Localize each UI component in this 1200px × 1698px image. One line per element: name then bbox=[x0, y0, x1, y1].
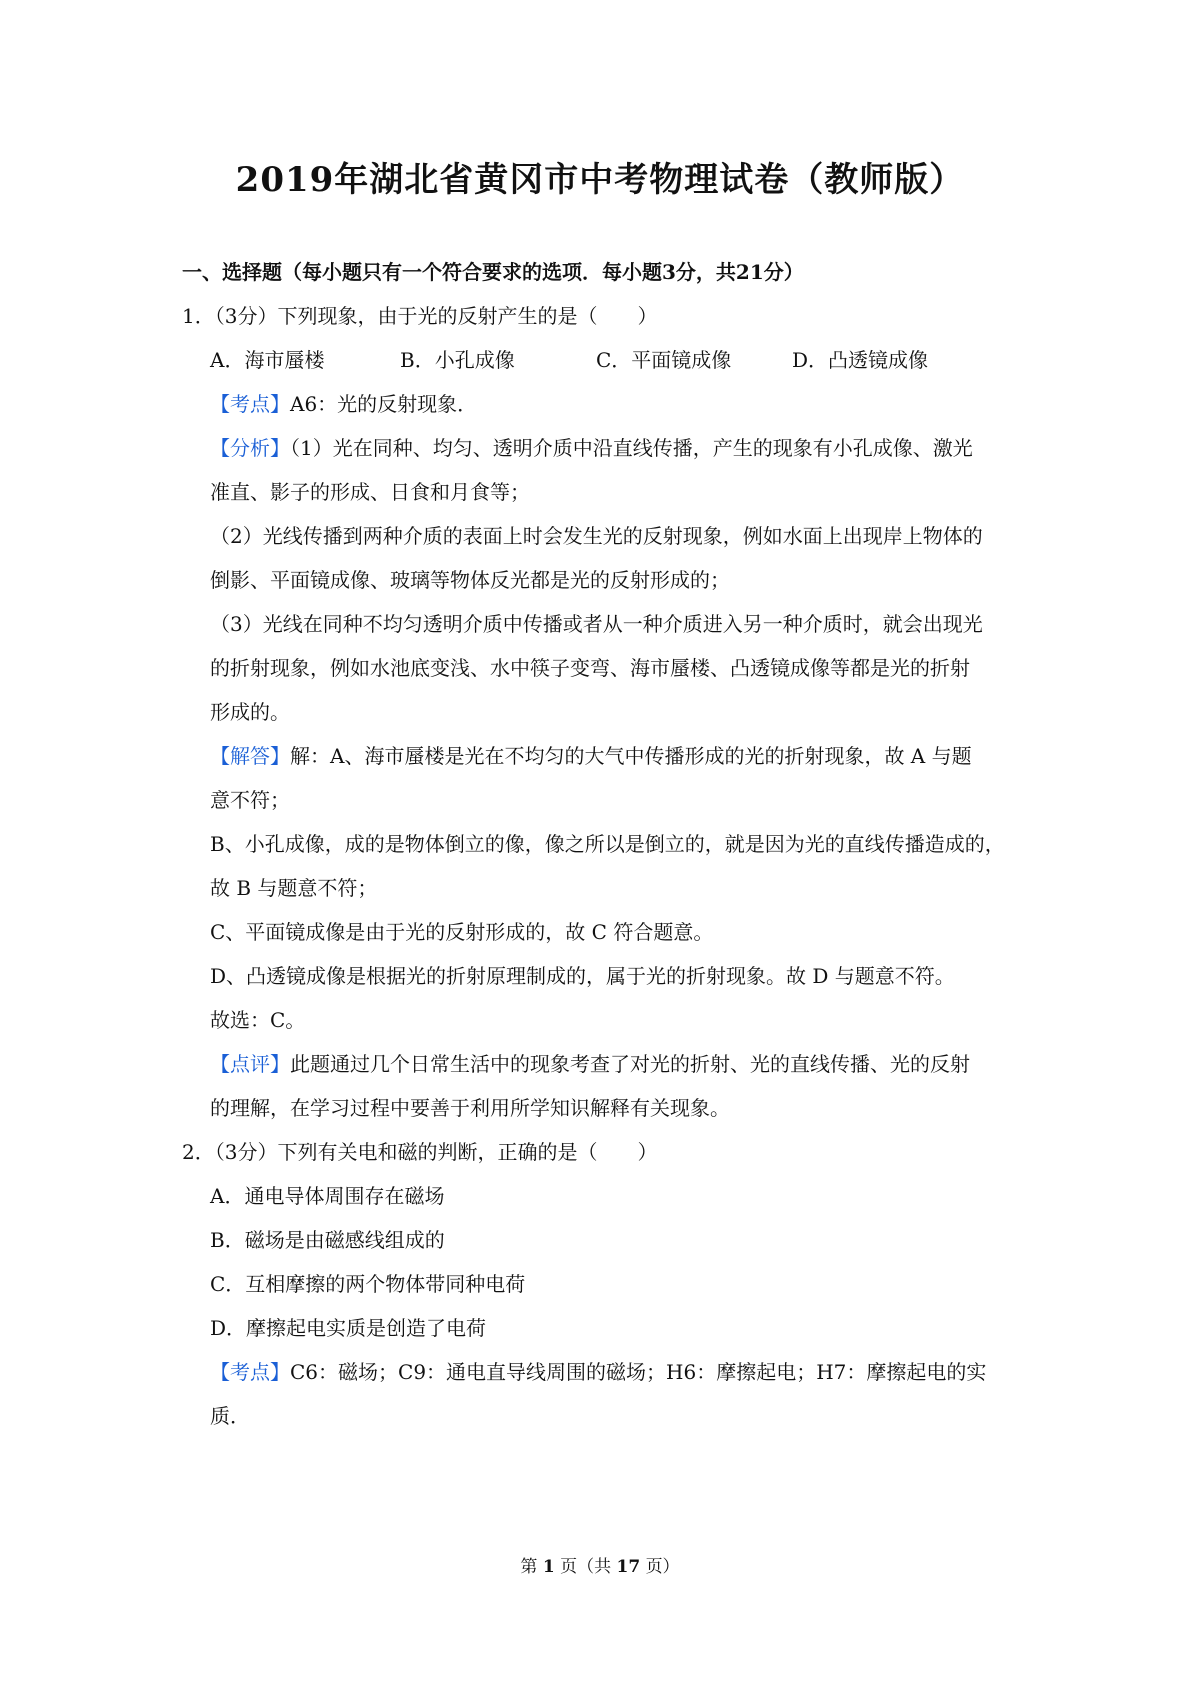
dianping-line: 的理解，在学习过程中要善于利用所学知识解释有关现象。 bbox=[210, 1096, 730, 1120]
option-c: C．互相摩擦的两个物体带同种电荷 bbox=[210, 1272, 526, 1296]
option-b: B．小孔成像 bbox=[400, 348, 515, 372]
footer-middle: 页（共 bbox=[560, 1557, 612, 1577]
page-total: 17 bbox=[616, 1557, 641, 1577]
jieda-text: 解：A、海市蜃楼是光在不均匀的大气中传播形成的光的折射现象，故 A 与题 bbox=[290, 744, 972, 768]
fenxi-text: （1）光在同种、均匀、透明介质中沿直线传播，产生的现象有小孔成像、激光 bbox=[290, 436, 973, 460]
jieda-line: D、凸透镜成像是根据光的折射原理制成的，属于光的折射现象。故 D 与题意不符。 bbox=[210, 964, 955, 988]
jieda-line: 故 B 与题意不符； bbox=[210, 876, 378, 900]
q2-kaodian bbox=[210, 1358, 986, 1386]
option-a: A．通电导体周围存在磁场 bbox=[210, 1184, 445, 1208]
jieda-tag: 【解答】 bbox=[210, 744, 290, 768]
dianping-text: 此题通过几个日常生活中的现象考查了对光的折射、光的直线传播、光的反射 bbox=[290, 1052, 970, 1076]
option-b: B．磁场是由磁感线组成的 bbox=[210, 1228, 445, 1252]
question-1-stem: 1．（3分）下列现象，由于光的反射产生的是（ ） bbox=[182, 304, 658, 328]
q1-kaodian bbox=[210, 390, 477, 418]
jieda-line: 意不符； bbox=[210, 788, 290, 812]
page-title: 2019年湖北省黄冈市中考物理试卷（教师版） bbox=[235, 160, 965, 200]
option-a: A．海市蜃楼 bbox=[210, 348, 325, 372]
kaodian-line: 质． bbox=[210, 1404, 250, 1428]
jieda-line: C、平面镜成像是由于光的反射形成的，故 C 符合题意。 bbox=[210, 920, 714, 944]
page-number: 1 bbox=[542, 1557, 555, 1577]
option-c: C．平面镜成像 bbox=[596, 348, 732, 372]
kaodian-tag: 【考点】 bbox=[210, 392, 290, 416]
kaodian-tag: 【考点】 bbox=[210, 1360, 290, 1384]
fenxi-line: （2）光线传播到两种介质的表面上时会发生光的反射现象，例如水面上出现岸上物体的 bbox=[210, 524, 983, 548]
option-d: D．摩擦起电实质是创造了电荷 bbox=[210, 1316, 487, 1340]
q1-jieda bbox=[210, 742, 972, 770]
fenxi-tag: 【分析】 bbox=[210, 436, 290, 460]
fenxi-line: 形成的。 bbox=[210, 700, 290, 724]
option-d: D．凸透镜成像 bbox=[792, 348, 929, 372]
fenxi-line: 倒影、平面镜成像、玻璃等物体反光都是光的反射形成的； bbox=[210, 568, 730, 592]
jieda-line: B、小孔成像，成的是物体倒立的像，像之所以是倒立的，就是因为光的直线传播造成的， bbox=[210, 832, 1005, 856]
fenxi-line: （3）光线在同种不均匀透明介质中传播或者从一种介质进入另一种介质时，就会出现光 bbox=[210, 612, 983, 636]
footer-prefix: 第 bbox=[520, 1557, 538, 1577]
q1-fenxi bbox=[210, 434, 973, 462]
dianping-tag: 【点评】 bbox=[210, 1052, 290, 1076]
kaodian-text: C6：磁场；C9：通电直导线周围的磁场；H6：摩擦起电；H7：摩擦起电的实 bbox=[290, 1360, 987, 1384]
answer-line: 故选：C。 bbox=[210, 1008, 306, 1032]
fenxi-line: 的折射现象，例如水池底变浅、水中筷子变弯、海市蜃楼、凸透镜成像等都是光的折射 bbox=[210, 656, 970, 680]
q1-dianping bbox=[210, 1050, 970, 1078]
footer-suffix: 页） bbox=[645, 1557, 680, 1577]
question-2-stem: 2．（3分）下列有关电和磁的判断，正确的是（ ） bbox=[182, 1140, 658, 1164]
section-heading: 一、选择题（每小题只有一个符合要求的选项．每小题3分，共21分） bbox=[182, 260, 804, 284]
fenxi-line: 准直、影子的形成、日食和月食等； bbox=[210, 480, 530, 504]
page-footer bbox=[0, 1552, 1200, 1577]
kaodian-text: A6：光的反射现象． bbox=[290, 392, 478, 416]
